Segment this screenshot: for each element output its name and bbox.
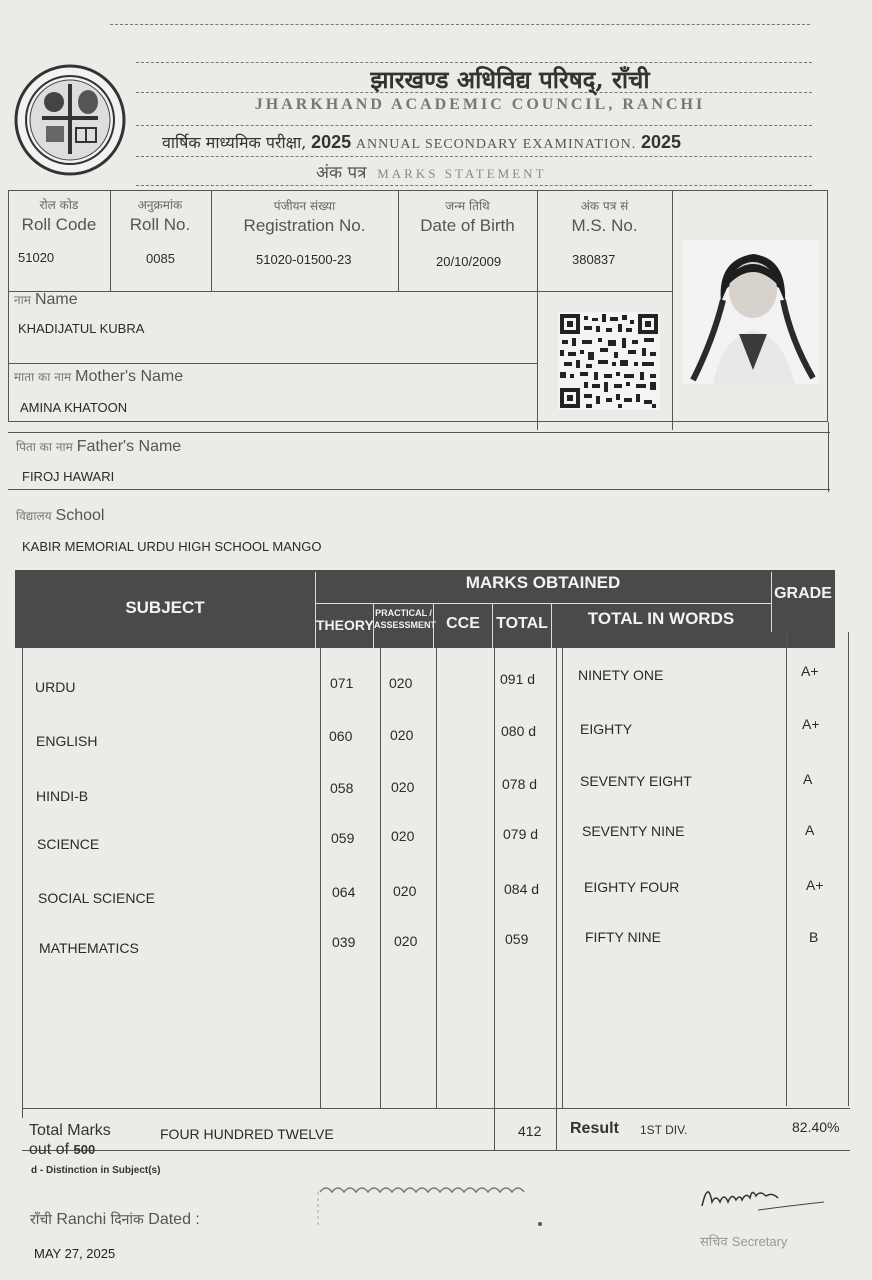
max-marks: 500 (73, 1142, 96, 1157)
registration-header: पंजीयन संख्या Registration No. (243, 199, 366, 235)
roll-code-value: 51020 (18, 250, 55, 265)
ms-no-header: अंक पत्र सं M.S. No. (571, 199, 638, 235)
dob-value: 20/10/2009 (436, 254, 502, 269)
mother-name-label: माता का नाम Mother's Name (14, 368, 184, 385)
exam-title (162, 131, 802, 153)
subject-name: SCIENCE (37, 836, 100, 852)
board-name-hindi: झारखण्ड अधिविद्य परिषद्, राँची (370, 65, 650, 94)
board-name-english: JHARKHAND ACADEMIC COUNCIL, RANCHI (254, 96, 706, 113)
theory-header: THEORY (316, 617, 374, 633)
total-in-words: SEVENTY NINE (582, 823, 685, 839)
total-in-words: EIGHTY (580, 721, 633, 737)
school-name: KABIR MEMORIAL URDU HIGH SCHOOL MANGO (22, 539, 322, 554)
theory-marks: 064 (332, 884, 356, 900)
theory-marks: 058 (330, 780, 354, 796)
signature (698, 1180, 828, 1214)
practical-marks: 020 (393, 883, 417, 899)
roll-no-value: 0085 (146, 251, 175, 266)
ms-no-value: 380837 (572, 252, 616, 267)
exam-title-english: ANNUAL SECONDARY EXAMINATION. (355, 137, 637, 152)
grade: A+ (806, 877, 824, 893)
grand-total: 412 (518, 1123, 542, 1139)
name-label: नाम Name (14, 291, 78, 308)
school-label: विद्यालय School (16, 507, 105, 524)
exam-title-hindi: वार्षिक माध्यमिक परीक्षा, (162, 133, 307, 152)
grade: A+ (801, 663, 819, 679)
theory-marks: 039 (332, 934, 356, 950)
practical-marks: 020 (389, 675, 413, 691)
registration-value: 51020-01500-23 (256, 252, 352, 267)
total-in-words: NINETY ONE (578, 667, 664, 683)
board-emblem-icon (14, 64, 126, 176)
place-date-label: राँची Ranchi दिनांक Dated : (30, 1211, 200, 1228)
qr-code-icon (558, 312, 660, 410)
grade: A (803, 771, 813, 787)
student-name: KHADIJATUL KUBRA (18, 321, 145, 336)
subject-name: MATHEMATICS (39, 940, 139, 956)
total-in-words: FIFTY NINE (585, 929, 661, 945)
practical-marks: 020 (390, 727, 414, 743)
theory-marks: 060 (329, 728, 353, 744)
marks-obtained-header: MARKS OBTAINED (465, 573, 621, 592)
total-marks: 080 d (501, 723, 537, 739)
subject-name: HINDI-B (36, 788, 89, 804)
exam-year-2: 2025 (640, 132, 682, 152)
total-marks-label: Total Marks out of 500 (29, 1122, 111, 1158)
document-type-hindi: अंक पत्र (316, 163, 367, 183)
subject-name: SOCIAL SCIENCE (38, 890, 155, 906)
grade: A (805, 822, 815, 838)
practical-marks: 020 (394, 933, 418, 949)
exam-year: 2025 (311, 132, 352, 152)
dob-header: जन्म तिथि Date of Birth (420, 199, 515, 235)
document-type (316, 160, 736, 183)
practical-marks: 020 (391, 828, 415, 844)
theory-marks: 059 (331, 830, 355, 846)
total-marks: 059 (505, 931, 529, 947)
subject-name: URDU (35, 679, 76, 695)
issue-date: MAY 27, 2025 (34, 1246, 116, 1261)
roll-code-header: रोल कोड Roll Code (21, 198, 97, 234)
cce-header: CCE (446, 615, 480, 632)
result-value: 1ST DIV. (640, 1123, 688, 1137)
father-name-label: पिता का नाम Father's Name (16, 438, 182, 455)
subject-header: SUBJECT (125, 598, 205, 617)
total-marks: 091 d (500, 671, 536, 687)
total-in-words: EIGHTY FOUR (584, 879, 680, 895)
grade-header: GRADE (774, 585, 832, 602)
total-in-words: SEVENTY EIGHT (580, 773, 692, 789)
distinction-note: d - Distinction in Subject(s) (31, 1165, 161, 1176)
grade: A+ (802, 716, 820, 732)
document-type-english: MARKS STATEMENT (377, 166, 547, 181)
roll-no-header: अनुक्रमांक Roll No. (129, 198, 191, 234)
signatory-title: सचिव Secretary (700, 1234, 788, 1250)
total-marks: 078 d (502, 776, 538, 792)
theory-marks: 071 (330, 675, 354, 691)
practical-header: PRACTICAL / ASSESSMENT (374, 608, 437, 630)
total-in-words-header: TOTAL IN WORDS (587, 609, 735, 628)
total-header: TOTAL (496, 615, 548, 632)
grade: B (809, 929, 819, 945)
total-marks: 084 d (504, 881, 540, 897)
father-name: FIROJ HAWARI (22, 469, 115, 484)
total-marks: 079 d (503, 826, 539, 842)
result-label: Result (570, 1120, 619, 1137)
subject-name: ENGLISH (36, 733, 98, 749)
student-photo (683, 240, 819, 384)
mother-name: AMINA KHATOON (20, 400, 128, 415)
stamp-mark (314, 1178, 558, 1228)
total-marks-in-words: FOUR HUNDRED TWELVE (160, 1126, 334, 1142)
percentage: 82.40% (792, 1119, 840, 1135)
practical-marks: 020 (391, 779, 415, 795)
